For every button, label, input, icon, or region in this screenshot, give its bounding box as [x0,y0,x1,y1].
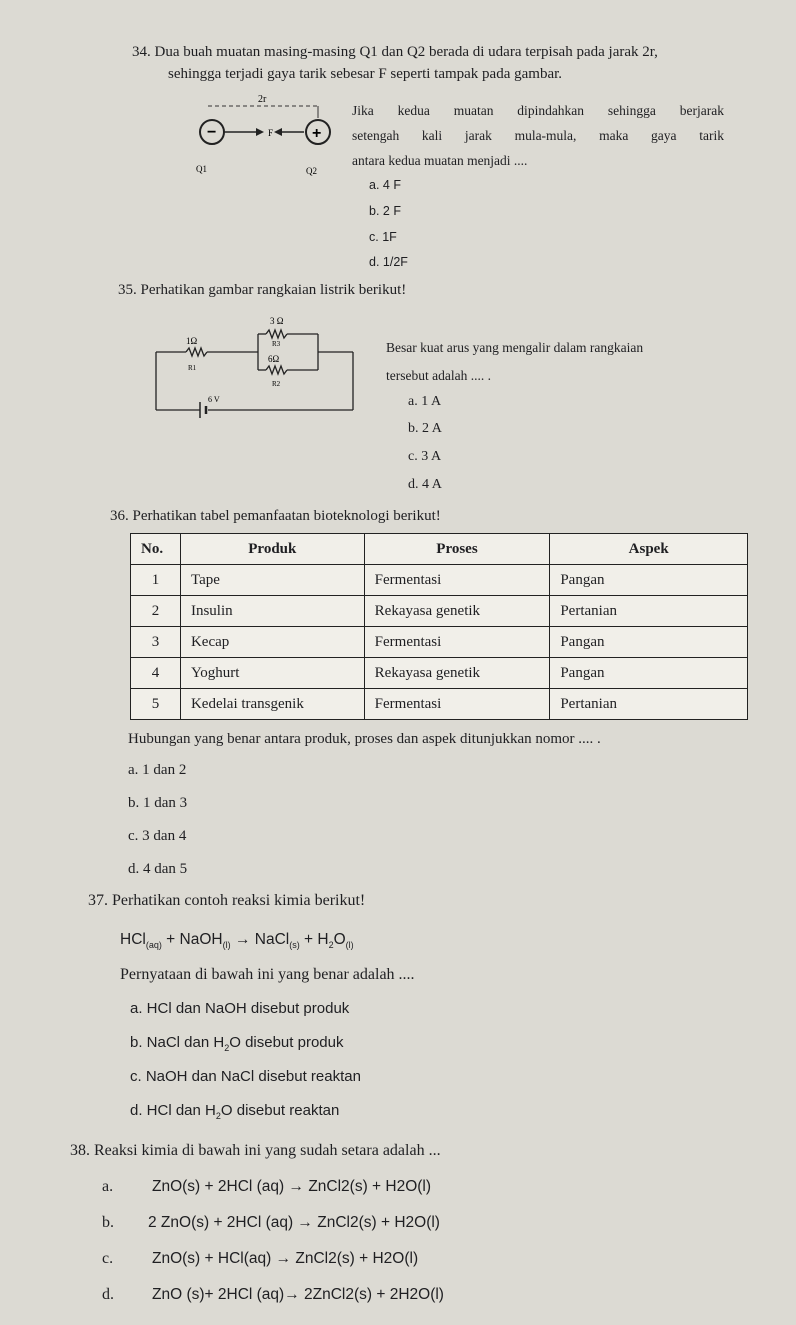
q38-option-d[interactable]: ZnO (s)+ 2HCl (aq)→ 2ZnCl2(s) + 2H2O(l) [152,1286,444,1303]
r1-value: 1Ω [186,336,198,346]
cell-proses: Fermentasi [364,689,550,720]
q34-force-label: F [268,128,274,138]
q36-option-d[interactable]: d. 4 dan 5 [128,861,188,877]
cell-produk: Kecap [180,627,364,658]
cell-aspek: Pangan [550,565,748,596]
q37-equation [120,931,354,950]
q38-letter-a: a. [102,1178,114,1195]
r2-value: 6Ω [268,354,280,364]
q34-option-c[interactable]: c. 1F [369,230,397,244]
q1-sign: − [207,124,217,141]
q34-stem-line2: sehingga terjadi gaya tarik sebesar F seperti tampak pada gambar. [168,66,563,82]
q1-label: Q1 [196,164,207,174]
eq-product1: NaCl [254,931,290,948]
header-proses: Proses [364,534,550,565]
q38-option-a[interactable]: ZnO(s) + 2HCl (aq) → ZnCl2(s) + H2O(l) [152,1178,432,1195]
q38-letter-b: b. [102,1214,114,1231]
q38-letter-d: d. [102,1286,114,1303]
eq-plus1: + [166,931,176,948]
cell-no: 2 [131,596,181,627]
eq-reactant1-state: (aq) [145,940,162,951]
q34-charges-figure [178,88,348,180]
q37-option-c[interactable]: c. NaOH dan NaCl disebut reaktan [130,1068,361,1085]
r1-resistor [186,348,207,356]
cell-aspek: Pangan [550,627,748,658]
q38-option-b[interactable]: 2 ZnO(s) + 2HCl (aq) → ZnCl2(s) + H2O(l) [148,1214,440,1231]
eq-plus2: + [304,931,314,948]
q35-option-d[interactable]: d. 4 A [408,477,442,492]
q36-option-a[interactable]: a. 1 dan 2 [128,762,187,778]
cell-proses: Fermentasi [364,565,550,596]
header-no: No. [131,534,181,565]
r3-value: 3 Ω [270,316,284,326]
q34-option-b[interactable]: b. 2 F [369,204,401,218]
header-produk: Produk [180,534,364,565]
cell-produk: Tape [180,565,364,596]
r2-name: R2 [272,380,281,388]
q36-stem: 36. Perhatikan tabel pemanfaatan bioteknologi berikut! [110,508,441,524]
q34-side-line3: antara kedua muatan menjadi .... [352,153,528,168]
q37-stem: 37. Perhatikan contoh reaksi kimia berikut! [88,892,366,909]
q34-stem-line1: 34. Dua buah muatan masing-masing Q1 dan Q2 berada di udara terpisah pada jarak 2r, [132,44,658,60]
cell-produk: Yoghurt [180,658,364,689]
cell-aspek: Pertanian [550,689,748,720]
cell-proses: Rekayasa genetik [364,658,550,689]
q35-option-c[interactable]: c. 3 A [408,449,442,464]
r1-name: R1 [188,364,197,372]
table-row [131,689,748,720]
cell-no: 1 [131,565,181,596]
r3-name: R3 [272,340,281,348]
q38-letter-c: c. [102,1250,114,1267]
table-row [131,565,748,596]
q2-label: Q2 [306,166,317,176]
q38-stem: 38. Reaksi kimia di bawah ini yang sudah setara adalah ... [70,1142,441,1159]
q35-stem: 35. Perhatikan gambar rangkaian listrik berikut! [118,282,407,298]
eq-reactant2-state: (l) [222,940,231,951]
cell-aspek: Pertanian [550,596,748,627]
q2-sign: + [312,125,322,142]
eq-arrow: → [234,931,251,948]
cell-aspek: Pangan [550,658,748,689]
cell-no: 4 [131,658,181,689]
q35-side-line2: tersebut adalah .... . [386,368,491,383]
q34-option-d[interactable]: d. 1/2F [369,255,408,269]
q35-side-line1: Besar kuat arus yang mengalir dalam rangkaian [386,340,644,355]
eq-reactant1: HCl [120,931,146,948]
eq-product2: $H_2O_{(l)}$ [317,931,354,951]
biotech-table [130,533,748,720]
q34-distance-label: 2r [258,94,267,105]
r2-resistor [266,366,287,374]
q34-side-line1: Jika kedua muatan dipindahkan sehingga berjarak [352,103,724,118]
q36-option-b[interactable]: b. 1 dan 3 [128,795,188,811]
q35-option-a[interactable]: a. 1 A [408,394,442,409]
q36-question: Hubungan yang benar antara produk, proses dan aspek ditunjukkan nomor .... . [128,731,601,747]
cell-no: 3 [131,627,181,658]
q34-option-a[interactable]: a. 4 F [369,178,401,192]
table-row [131,596,748,627]
q36-option-c[interactable]: c. 3 dan 4 [128,828,187,844]
eq-reactant2: NaOH [179,931,223,948]
table-header-row [131,534,748,565]
table-row [131,658,748,689]
q35-circuit-figure [148,312,360,422]
table-row [131,627,748,658]
r3-resistor [266,330,287,338]
battery-label: 6 V [208,395,220,404]
q37-option-a[interactable]: a. HCl dan NaOH disebut produk [130,1000,350,1017]
q35-option-b[interactable]: b. 2 A [408,421,442,436]
header-aspek: Aspek [550,534,748,565]
q34-side-line2: setengah kali jarak mula-mula, maka gaya tarik [352,128,724,143]
q38-option-c[interactable]: ZnO(s) + HCl(aq) → ZnCl2(s) + H2O(l) [152,1250,419,1267]
q37-question: Pernyataan di bawah ini yang benar adalah .... [120,966,415,983]
cell-proses: Rekayasa genetik [364,596,550,627]
cell-produk: Kedelai transgenik [180,689,364,720]
q37-option-b[interactable]: b. NaCl dan $H_2O$ disebut produk [130,1034,344,1053]
cell-proses: Fermentasi [364,627,550,658]
q37-option-d[interactable]: d. HCl dan $H_2O$ disebut reaktan [130,1102,340,1121]
cell-no: 5 [131,689,181,720]
cell-produk: Insulin [180,596,364,627]
eq-product1-state: (s) [289,940,300,951]
